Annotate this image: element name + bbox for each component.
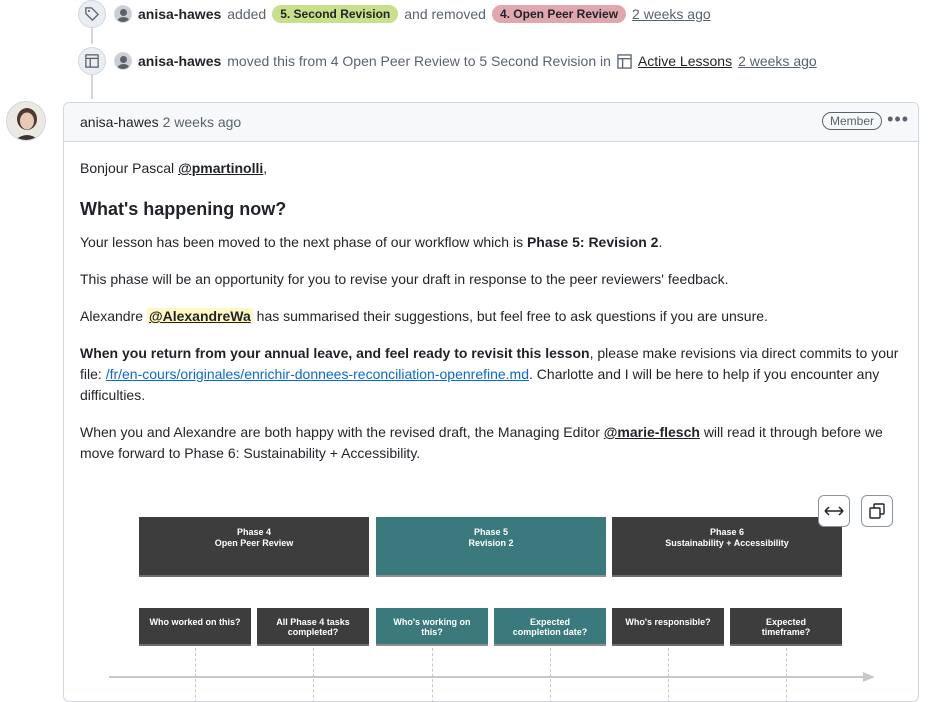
task-box: Who's responsible? <box>612 608 724 646</box>
label-event <box>114 1 711 27</box>
project-table-icon <box>617 54 632 69</box>
file-link[interactable]: /fr/en-cours/originales/enrichir-donnees-reconciliation-openrefine.md <box>105 366 530 382</box>
event-time-link[interactable]: 2 weeks ago <box>738 53 817 69</box>
mention-alexandrewa[interactable]: @AlexandreWa <box>148 308 251 324</box>
mention-marie-flesch[interactable]: @marie-flesch <box>603 424 700 440</box>
comment-author-avatar[interactable] <box>6 101 46 141</box>
kebab-icon[interactable]: ••• <box>887 109 909 129</box>
tag-icon <box>78 0 106 28</box>
task-box: Who's working on this? <box>376 608 488 646</box>
comment-body <box>64 142 918 464</box>
comment-header <box>64 103 918 142</box>
user-link[interactable]: anisa-hawes <box>138 53 222 69</box>
phase-6-box: Phase 6 Sustainability + Accessibility <box>612 517 842 577</box>
paragraph: Your lesson has been moved to the next phase of our workflow which is Phase 5: Revision 2. <box>80 234 663 250</box>
expand-horizontal-icon[interactable] <box>818 495 850 527</box>
comment-time-link[interactable]: 2 weeks ago <box>162 114 242 130</box>
timeline-line <box>91 75 93 99</box>
greeting: Bonjour Pascal @pmartinolli, <box>80 160 268 176</box>
task-box: Who worked on this? <box>139 608 251 646</box>
task-box: Expected completion date? <box>494 608 606 646</box>
timeline-arrow <box>109 671 879 683</box>
mention-pmartinolli[interactable]: @pmartinolli <box>178 160 264 176</box>
comment-card <box>63 102 919 702</box>
avatar[interactable] <box>114 52 132 70</box>
event-text: added <box>227 6 267 22</box>
timeline-line <box>91 26 93 44</box>
project-move-event <box>114 48 817 74</box>
paragraph: This phase will be an opportunity for you to revise your draft in response to the peer reviewers' feedback. <box>80 271 729 287</box>
event-text: moved this from 4 Open Peer Review to 5 Second Revision in <box>227 53 611 69</box>
paragraph: When you return from your annual leave, and feel ready to revisit this lesson, please make revisions via direct commits to your file: /fr/en-cours/originales/enrichir-donnees-reconciliation-openrefine.md. Charlotte and I will be here to help if you encounter any difficulties. <box>80 345 899 403</box>
event-text: and removed <box>404 6 486 22</box>
copy-icon[interactable] <box>861 495 893 527</box>
comment-author-link[interactable]: anisa-hawes <box>80 114 159 130</box>
event-time-link[interactable]: 2 weeks ago <box>632 6 711 22</box>
avatar[interactable] <box>114 5 132 23</box>
phase-5-box: Phase 5 Revision 2 <box>376 517 606 577</box>
project-link[interactable]: Active Lessons <box>637 53 733 69</box>
label-second-revision[interactable]: 5. Second Revision <box>272 5 398 23</box>
phase-4-box: Phase 4 Open Peer Review <box>139 517 369 577</box>
task-box: Expected timeframe? <box>730 608 842 646</box>
task-box: All Phase 4 tasks completed? <box>257 608 369 646</box>
workflow-diagram <box>64 495 919 702</box>
table-icon <box>78 47 106 75</box>
paragraph: When you and Alexandre are both happy with the revised draft, the Managing Editor @marie-flesch will read it through before we move forward to Phase 6: Sustainability + Accessibility. <box>80 424 883 461</box>
user-link[interactable]: anisa-hawes <box>138 6 222 22</box>
label-open-peer-review[interactable]: 4. Open Peer Review <box>492 5 626 23</box>
member-badge: Member <box>822 112 882 130</box>
paragraph: Alexandre @AlexandreWa has summarised their suggestions, but feel free to ask questions if you are unsure. <box>80 308 768 324</box>
section-heading: What's happening now? <box>80 199 287 219</box>
